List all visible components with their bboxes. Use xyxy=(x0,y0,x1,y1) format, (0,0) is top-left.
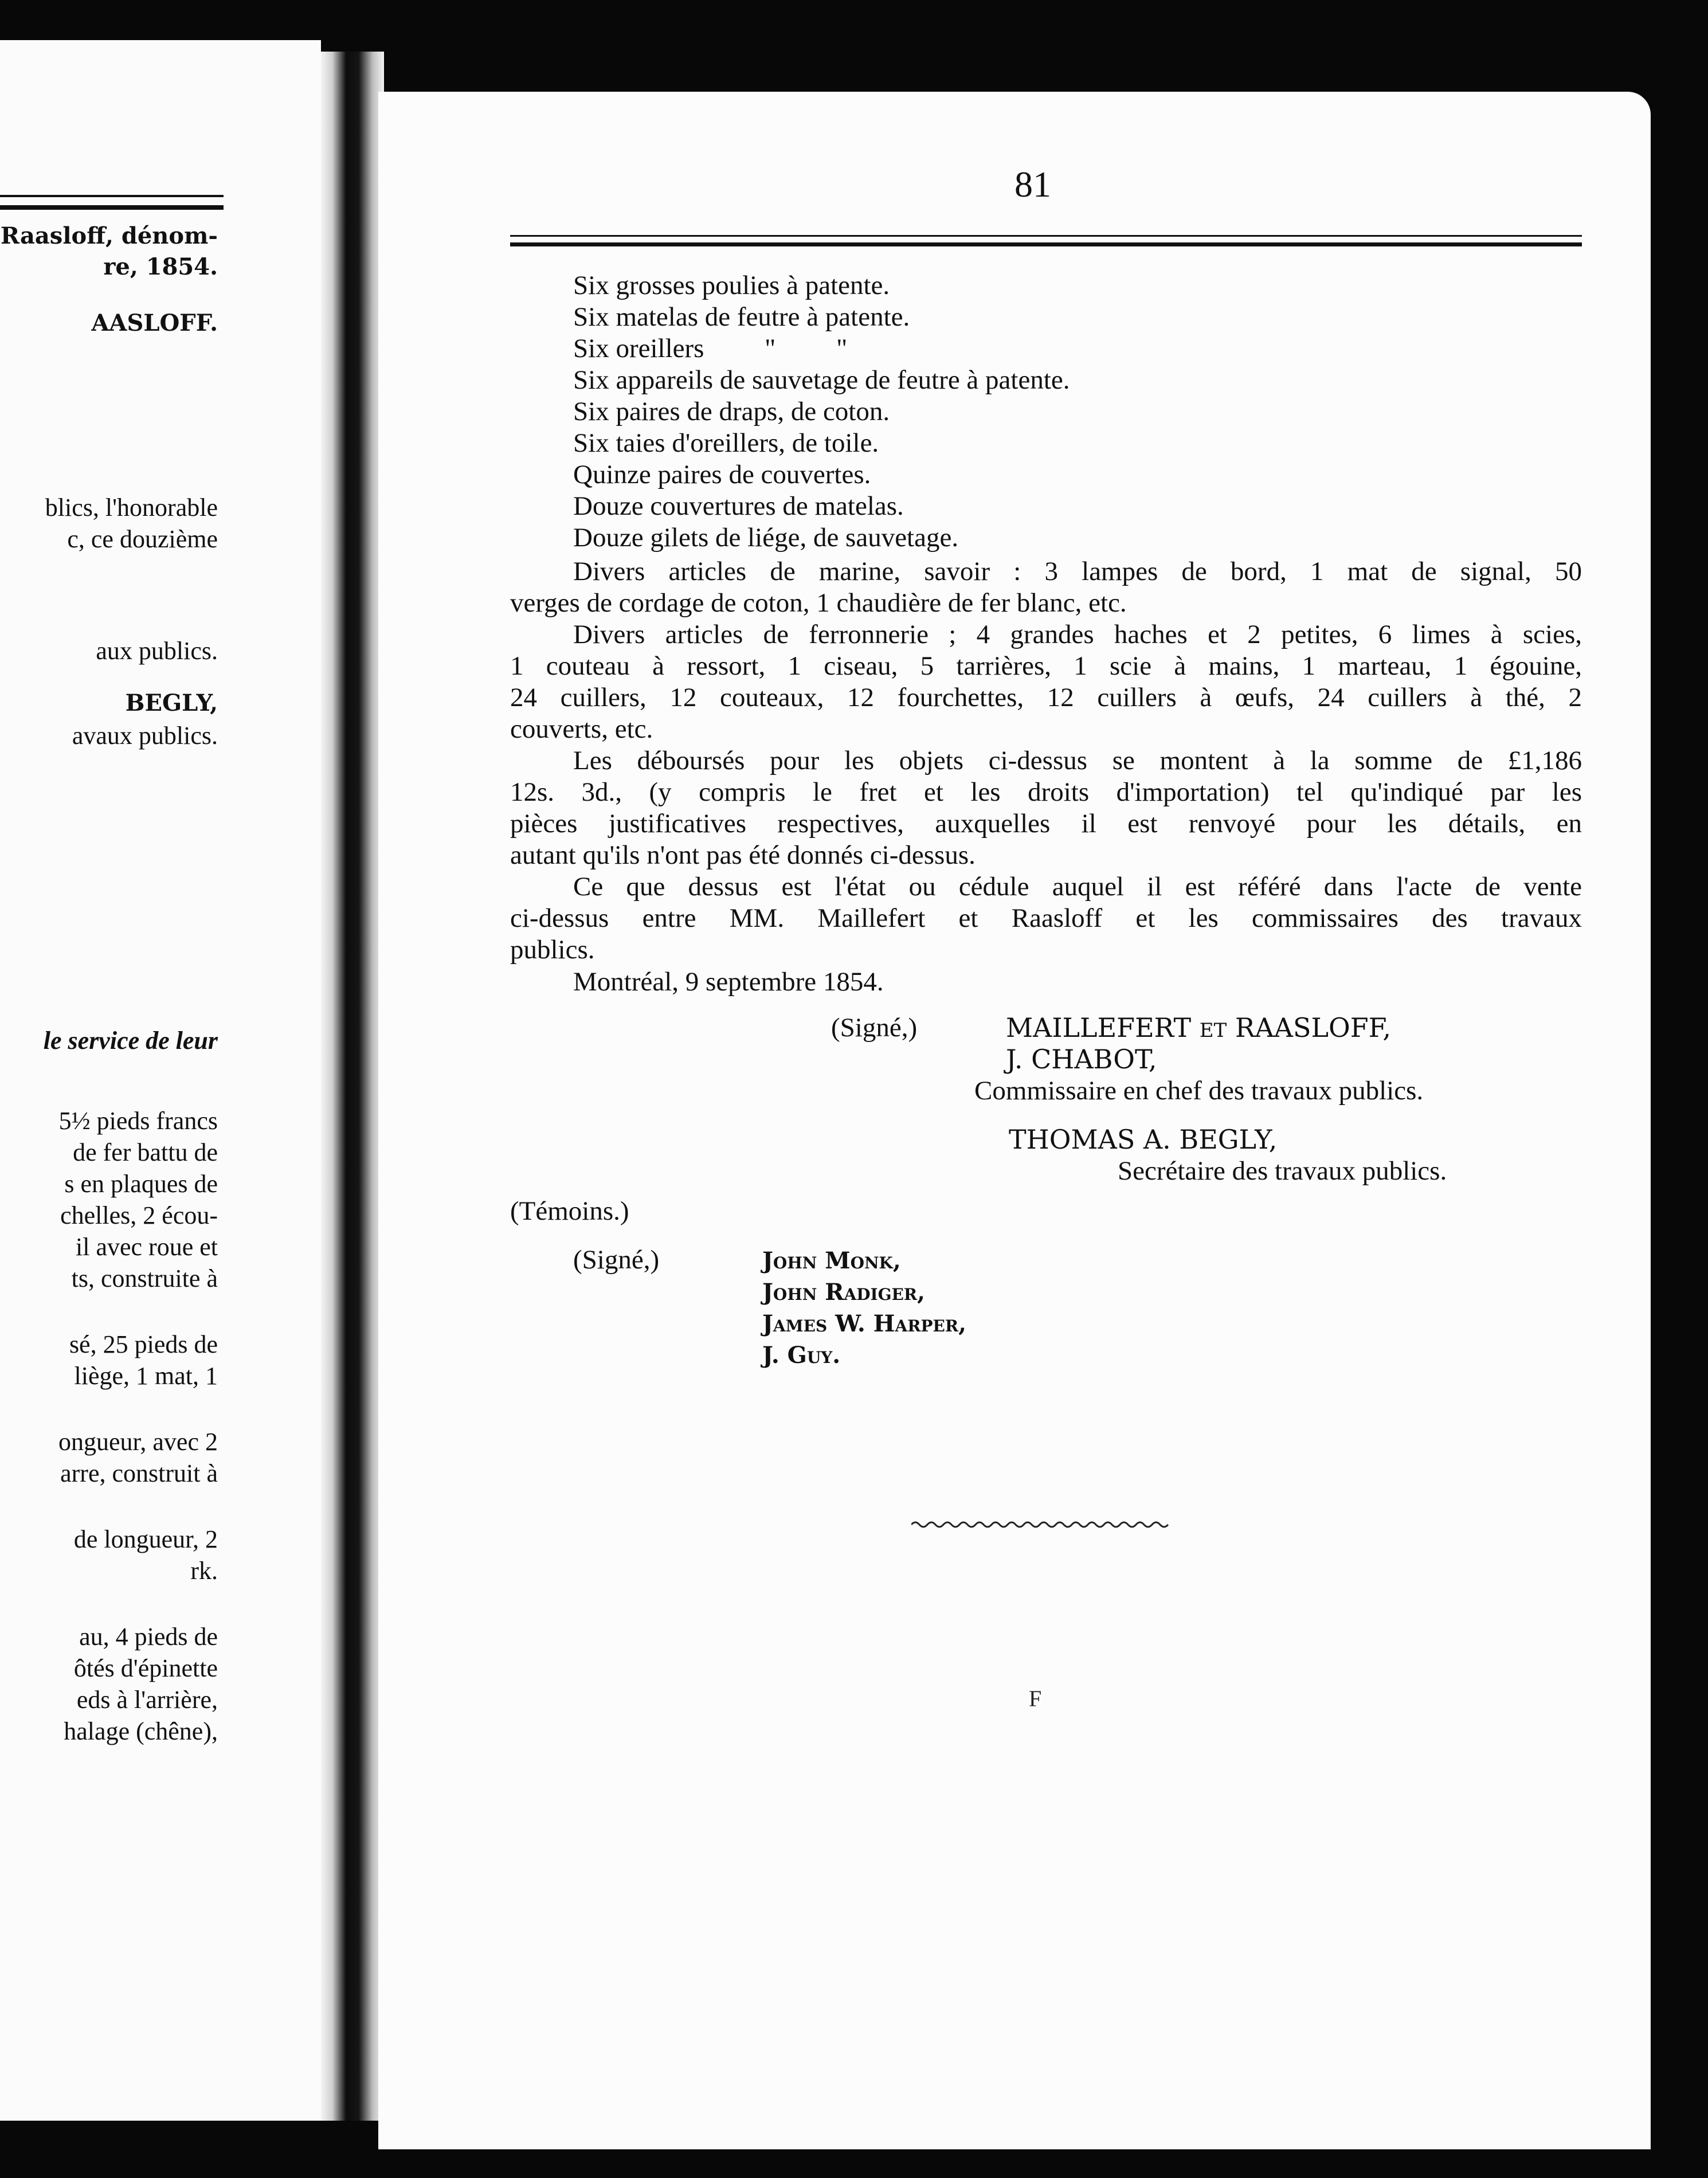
signatory-name-part: RAASLOFF, xyxy=(1235,1012,1392,1043)
left-line: s en plaques de xyxy=(64,1170,218,1198)
left-line: liège, 1 mat, 1 xyxy=(74,1362,218,1390)
temoins-signe-label: (Signé,) xyxy=(573,1245,660,1275)
left-line: c, ce douzième xyxy=(67,525,218,553)
left-line: BEGLY, xyxy=(125,690,218,716)
left-line: de longueur, 2 xyxy=(73,1525,218,1553)
signatory-name: THOMAS A. BEGLY, xyxy=(1009,1124,1278,1155)
paragraph-line: 12s. 3d., (y compris le fret et les droits d'importation) tel qu'indiqué par les xyxy=(510,777,1582,807)
left-line: sé, 25 pieds de xyxy=(69,1330,218,1358)
signatory-name xyxy=(1006,1012,1391,1047)
left-line: chelles, 2 écou- xyxy=(60,1201,218,1229)
left-facing-page xyxy=(0,40,321,2121)
paragraph-line: Divers articles de marine, savoir : 3 lampes de bord, 1 mat de signal, 50 xyxy=(573,557,1582,586)
left-line: le service de leur xyxy=(43,1027,218,1055)
left-line: blics, l'honorable xyxy=(45,493,218,522)
signatory-title: Secrétaire des travaux publics. xyxy=(1118,1156,1447,1186)
signe-label: (Signé,) xyxy=(831,1013,918,1043)
witness-name: James W. Harper, xyxy=(762,1310,967,1337)
paragraph-line: ci-dessus entre MM. Maillefert et Raasloff et les commissaires des travaux xyxy=(510,903,1582,933)
paragraph-line: verges de cordage de coton, 1 chaudière de fer blanc, etc. xyxy=(510,588,1127,618)
page-number: 81 xyxy=(1014,164,1051,205)
header-rule xyxy=(510,235,1582,246)
left-line: ongueur, avec 2 xyxy=(58,1428,218,1456)
left-line: Raasloff, dénom- xyxy=(0,222,218,249)
witness-name: J. Guy. xyxy=(762,1342,841,1369)
signatory-name-part: ET xyxy=(1199,1019,1227,1042)
left-line: ts, construite à xyxy=(71,1264,218,1292)
witness-name: John Monk, xyxy=(762,1247,901,1274)
left-line: avaux publics. xyxy=(72,722,218,750)
list-item: Six matelas de feutre à patente. xyxy=(573,302,910,332)
list-item: Douze couvertures de matelas. xyxy=(573,491,904,521)
paragraph-line: 24 cuillers, 12 couteaux, 12 fourchettes, 12 cuillers à œufs, 24 cuillers à thé, 2 xyxy=(510,683,1582,712)
signatory-title: Commissaire en chef des travaux publics. xyxy=(974,1076,1424,1106)
decorative-squiggle-rule xyxy=(911,1519,1175,1530)
paragraph-line: autant qu'ils n'ont pas été donnés ci-dessus. xyxy=(510,840,976,870)
left-line: il avec roue et xyxy=(76,1233,218,1261)
signatory-name: J. CHABOT, xyxy=(1006,1044,1157,1075)
list-item: Six grosses poulies à patente. xyxy=(573,271,890,300)
left-line: arre, construit à xyxy=(60,1459,218,1487)
left-line: AASLOFF. xyxy=(91,310,218,336)
date-line: Montréal, 9 septembre 1854. xyxy=(573,967,884,997)
list-item: Douze gilets de liége, de sauvetage. xyxy=(573,523,959,553)
paragraph-line: pièces justificatives respectives, auxquelles il est renvoyé pour les détails, en xyxy=(510,809,1582,839)
left-line: eds à l'arrière, xyxy=(76,1686,218,1714)
paragraph-line: Divers articles de ferronnerie ; 4 grandes haches et 2 petites, 6 limes à scies, xyxy=(573,620,1582,649)
list-item: Six appareils de sauvetage de feutre à patente. xyxy=(573,365,1070,395)
list-item: Six taies d'oreillers, de toile. xyxy=(573,428,879,458)
page-content xyxy=(378,92,1651,2149)
left-line: de fer battu de xyxy=(73,1138,218,1166)
left-line: 5½ pieds francs xyxy=(58,1107,218,1135)
temoins-label: (Témoins.) xyxy=(510,1196,629,1226)
left-line: rk. xyxy=(190,1557,218,1585)
left-line: ôtés d'épinette xyxy=(73,1654,218,1682)
signatory-name-part: MAILLEFERT xyxy=(1006,1012,1192,1043)
list-item: Six paires de draps, de coton. xyxy=(573,397,890,426)
left-line: au, 4 pieds de xyxy=(79,1623,218,1651)
paragraph-line: Les déboursés pour les objets ci-dessus se montent à la somme de £1,186 xyxy=(573,746,1582,775)
left-line: halage (chêne), xyxy=(64,1717,218,1745)
document-page xyxy=(378,92,1651,2149)
list-item: Quinze paires de couvertes. xyxy=(573,460,871,489)
paragraph-line: couverts, etc. xyxy=(510,714,653,744)
signature-mark: F xyxy=(1029,1686,1042,1711)
book-gutter xyxy=(321,52,384,2121)
witness-name: John Radiger, xyxy=(762,1279,926,1306)
paragraph-line: publics. xyxy=(510,935,595,965)
left-line: re, 1854. xyxy=(103,253,218,280)
list-item: Six oreillers " " xyxy=(573,334,848,363)
left-line: aux publics. xyxy=(96,637,218,665)
paragraph-line: 1 couteau à ressort, 1 ciseau, 5 tarrières, 1 scie à mains, 1 marteau, 1 égouine, xyxy=(510,651,1582,681)
paragraph-line: Ce que dessus est l'état ou cédule auquel il est référé dans l'acte de vente xyxy=(573,872,1582,902)
left-page-rule xyxy=(0,195,224,210)
